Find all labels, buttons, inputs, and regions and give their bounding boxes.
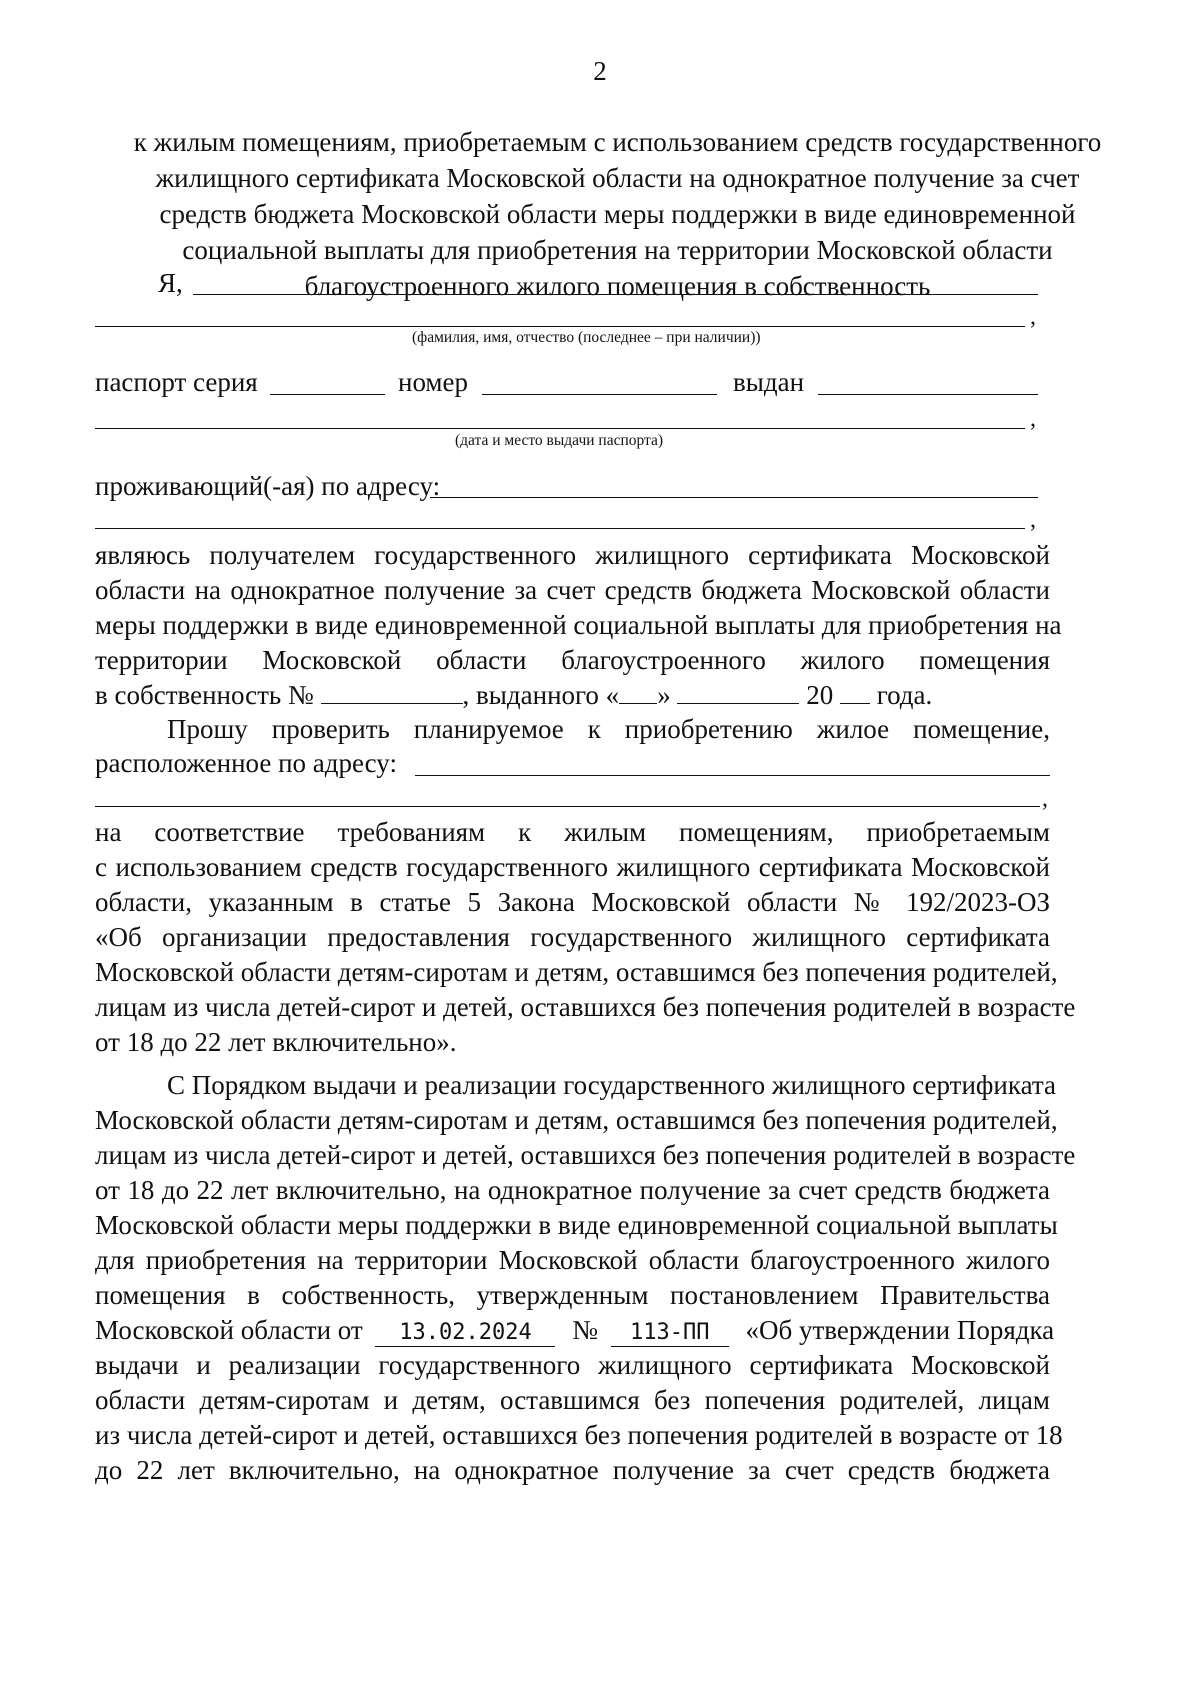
para3-line: «Об организации предоставления государственного жилищного сертификата — [95, 922, 1050, 952]
heading-line: средств бюджета Московской области меры поддержки в виде единовременной — [159, 199, 1076, 229]
number-label: номер — [398, 367, 469, 397]
issued-label: выдан — [733, 367, 805, 397]
heading-line: жилищного сертификата Московской области на однократное получение за счет — [155, 163, 1080, 193]
para1-line: меры поддержки в виде единовременной социальной выплаты для приобретения на — [95, 610, 1062, 640]
para1-line: области на однократное получение за счет средств бюджета Московской области — [95, 575, 1050, 605]
passport-caption: (дата и место выдачи паспорта) — [455, 432, 664, 449]
decree-date-field[interactable]: 13.02.2024 — [375, 1320, 555, 1347]
property-address-field-2[interactable] — [95, 806, 1040, 807]
property-address-field-1[interactable] — [415, 775, 1050, 776]
passport-details-line[interactable] — [95, 428, 1025, 429]
passport-label: паспорт серия — [95, 367, 258, 397]
para4-line: помещения в собственность, утвержденным постановлением Правительства — [95, 1280, 1050, 1310]
para4-line: Московской области детям-сиротам и детям, оставшимся без попечения родителей, — [95, 1105, 1058, 1135]
para3-line: области, указанным в статье 5 Закона Московской области № 192/2023-ОЗ — [95, 887, 1050, 917]
property-address-comma: , — [1042, 786, 1048, 812]
passport-number-field[interactable] — [482, 394, 717, 395]
decree-number-field[interactable]: 113-ПП — [611, 1320, 729, 1347]
para3-line: с использованием средств государственного жилищного сертификата Московской — [95, 852, 1050, 882]
para1-line: являюсь получателем государственного жилищного сертификата Московской — [95, 540, 1050, 570]
fio-caption: (фамилия, имя, отчество (последнее – при наличии)) — [412, 329, 761, 346]
certificate-number-field[interactable] — [321, 681, 463, 704]
para4-line: из числа детей-сирот и детей, оставшихся без попечения родителей в возрасте от 18 — [95, 1420, 1063, 1450]
certificate-label: в собственность № — [95, 680, 314, 710]
fio-line-2[interactable] — [95, 326, 1025, 327]
para4-line: области детям-сиротам и детям, оставшимся без попечения родителей, лицам — [95, 1385, 1050, 1415]
heading-line: благоустроенного жилого помещения в собственность — [304, 271, 931, 301]
century-label: 20 — [806, 680, 834, 710]
para4-line: для приобретения на территории Московской области благоустроенного жилого — [95, 1245, 1050, 1275]
year-field[interactable] — [840, 681, 870, 704]
passport-series-field[interactable] — [270, 394, 385, 395]
decree-number-sign: № — [572, 1315, 598, 1345]
fio-line-1[interactable] — [193, 294, 1038, 295]
passport-comma: , — [1030, 406, 1036, 432]
address-comma: , — [1030, 507, 1036, 533]
para4-line: С Порядком выдачи и реализации государственного жилищного сертификата — [167, 1070, 1056, 1100]
decree-prefix: Московской области от — [95, 1315, 363, 1345]
passport-issued-field[interactable] — [818, 394, 1038, 395]
quote-close: » — [657, 680, 671, 710]
fio-comma: , — [1030, 304, 1036, 330]
para4-line: Московской области меры поддержки в виде единовременной социальной выплаты — [95, 1210, 1058, 1240]
para3-line: Московской области детям-сиротам и детям, оставшимся без попечения родителей, — [95, 957, 1058, 987]
para2-line: расположенное по адресу: — [95, 748, 397, 778]
address-field-2[interactable] — [95, 528, 1025, 529]
address-label: проживающий(-ая) по адресу: — [95, 471, 441, 501]
i-label: Я, — [158, 268, 183, 298]
para4-line: лицам из числа детей-сирот и детей, оставшихся без попечения родителей в возрасте — [95, 1140, 1076, 1170]
day-field[interactable] — [619, 681, 657, 704]
address-field-1[interactable] — [430, 497, 1038, 498]
decree-title: «Об утверждении Порядка — [745, 1315, 1055, 1345]
year-label: года. — [876, 680, 933, 710]
para3-line: лицам из числа детей-сирот и детей, оставшихся без попечения родителей в возрасте — [95, 992, 1076, 1022]
decree-line — [95, 1315, 1055, 1347]
page-number: 2 — [593, 56, 607, 86]
para4-line: от 18 до 22 лет включительно, на однократное получение за счет средств бюджета — [95, 1175, 1050, 1205]
para3-line: от 18 до 22 лет включительно». — [95, 1027, 457, 1057]
para2-line: Прошу проверить планируемое к приобретению жилое помещение, — [167, 714, 1050, 744]
certificate-line — [95, 680, 1050, 711]
heading-line: к жилым помещениям, приобретаемым с использованием средств государственного — [133, 127, 1102, 157]
heading-line: социальной выплаты для приобретения на территории Московской области — [182, 235, 1053, 265]
issued-date-label: , выданного « — [462, 680, 620, 710]
para1-line: территории Московской области благоустроенного жилого помещения — [95, 645, 1050, 675]
para4-line: до 22 лет включительно, на однократное получение за счет средств бюджета — [95, 1455, 1050, 1485]
month-field[interactable] — [677, 681, 799, 704]
para4-line: выдачи и реализации государственного жилищного сертификата Московской — [95, 1350, 1050, 1380]
para3-line: на соответствие требованиям к жилым помещениям, приобретаемым — [95, 817, 1050, 847]
